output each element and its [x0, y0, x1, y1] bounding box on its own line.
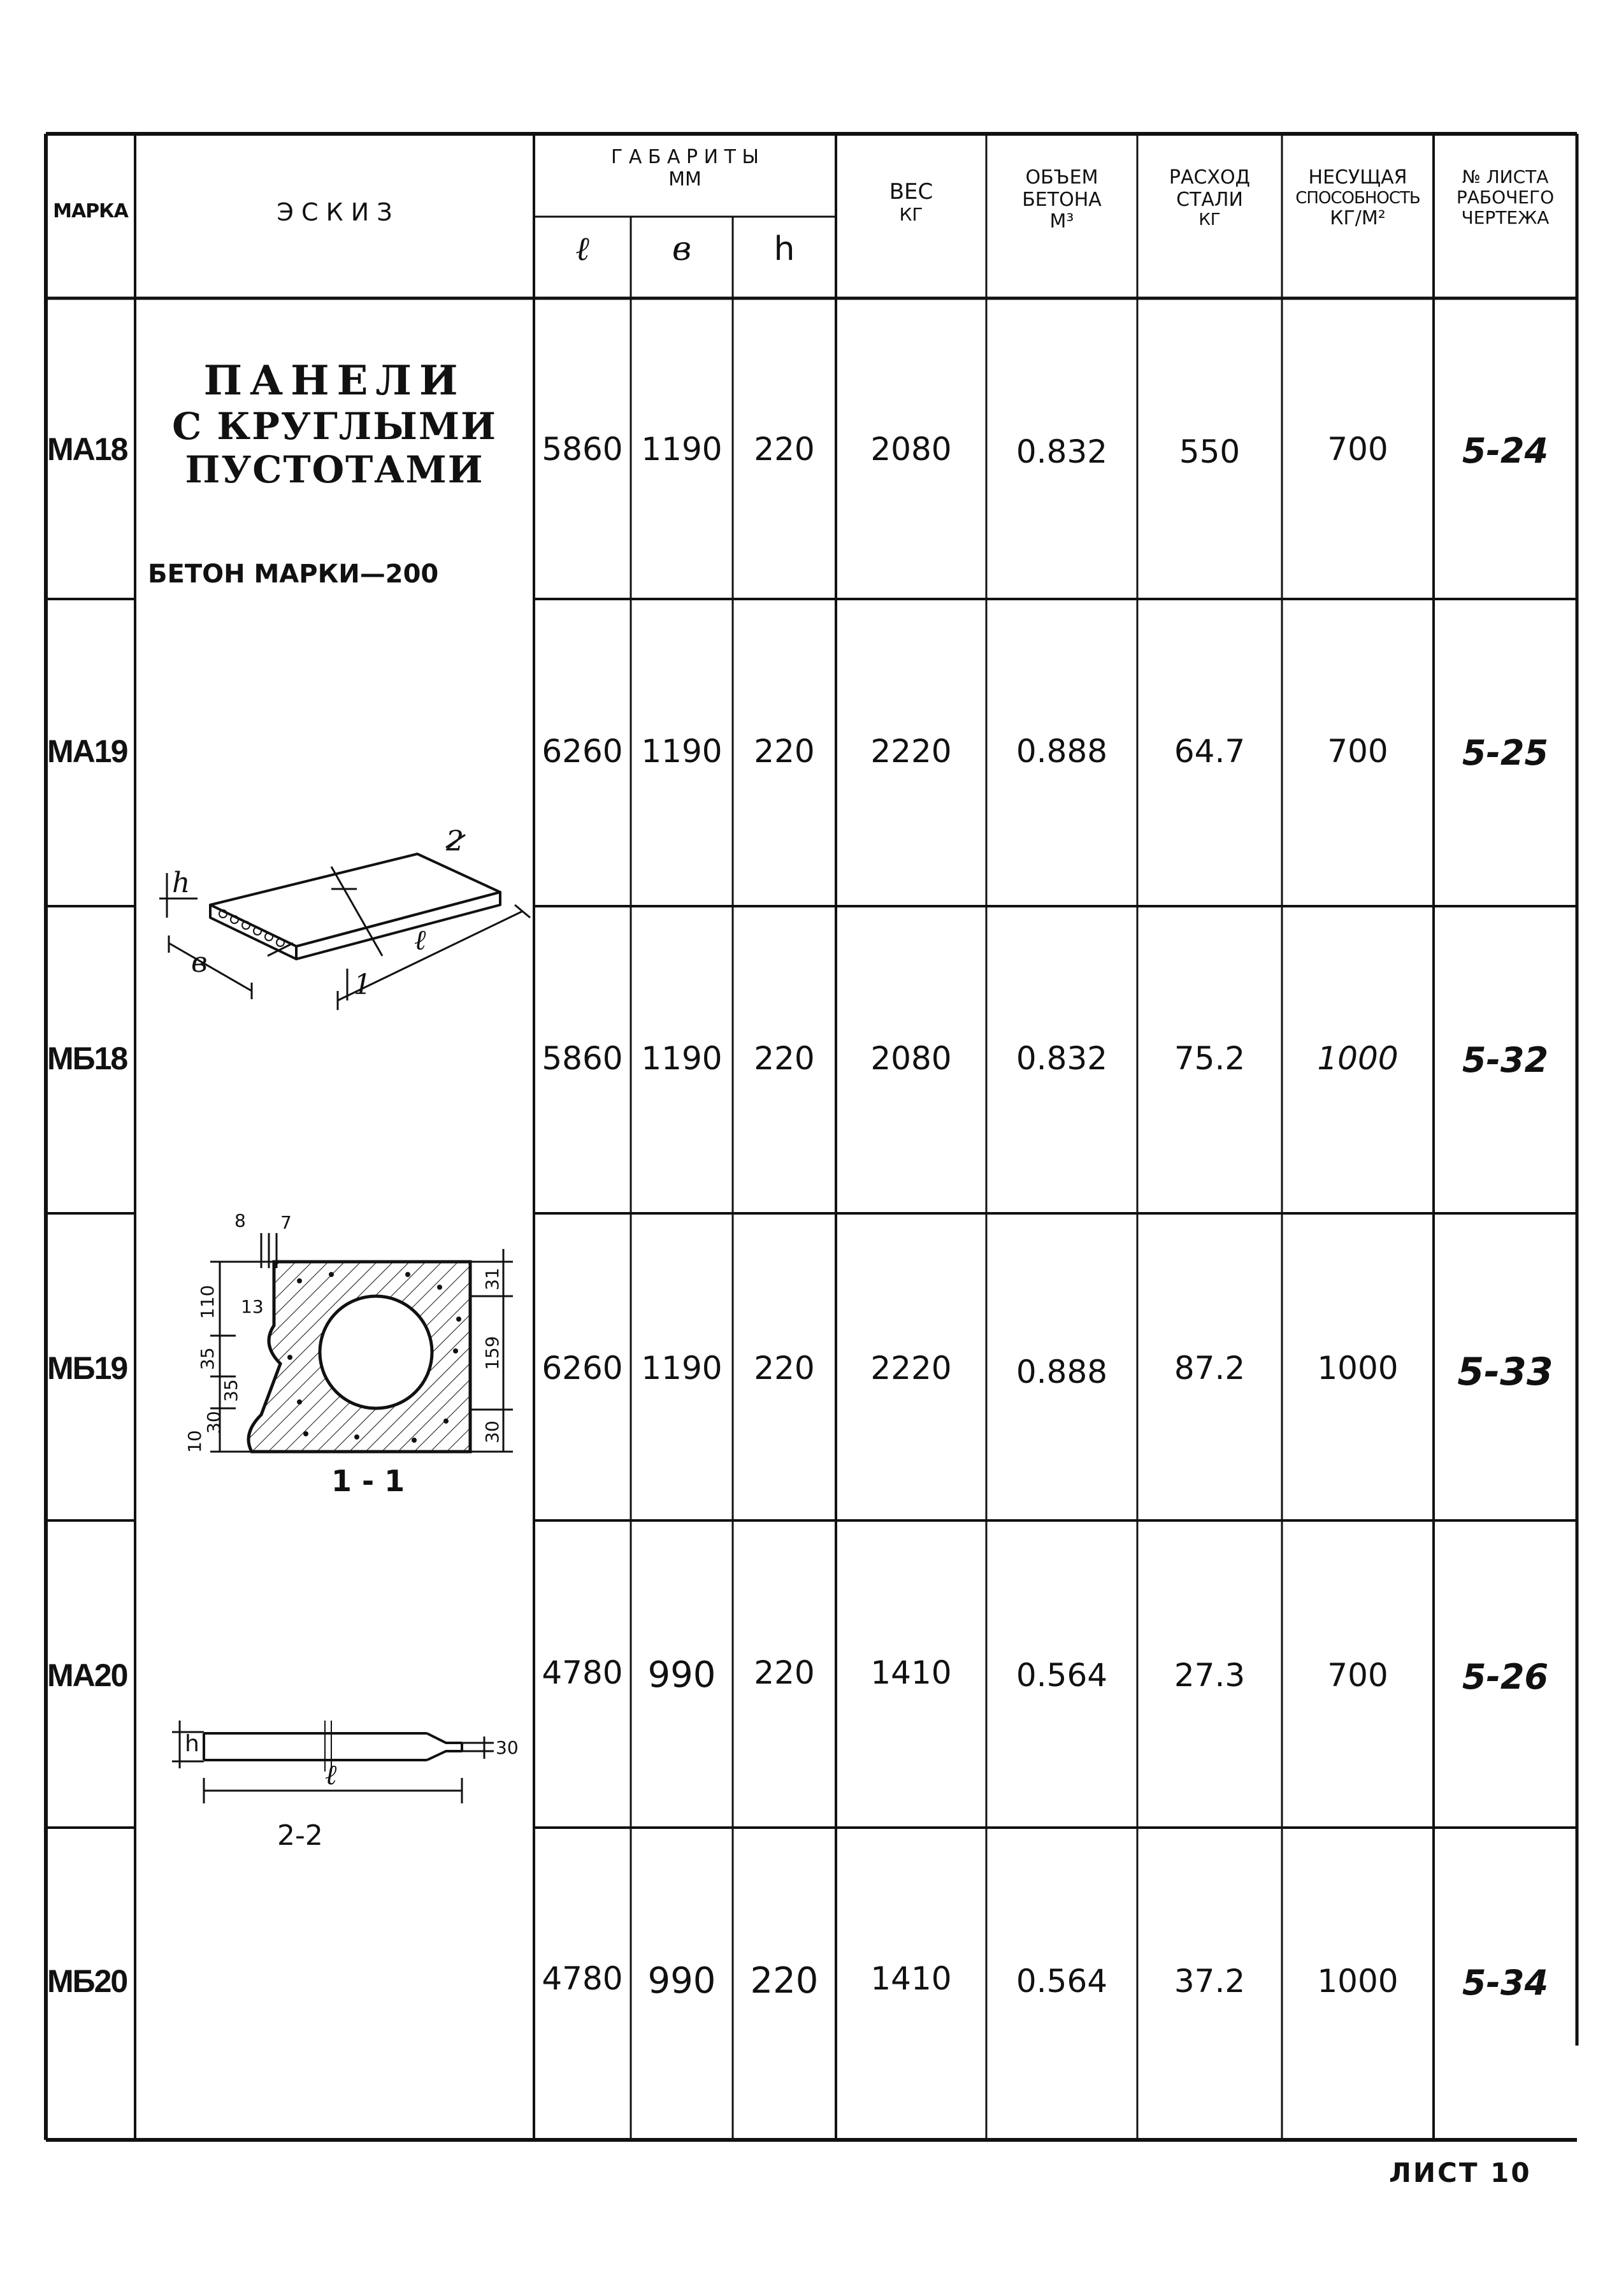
header-gab-h: h: [774, 230, 795, 268]
iso-label-h: h: [172, 867, 191, 899]
row-l: 5860: [542, 431, 623, 468]
sec1-dim-35b: 35: [220, 1379, 241, 1402]
row-nes: 1000: [1317, 1040, 1399, 1077]
row-stal: 550: [1179, 433, 1241, 470]
sec2-dim-l: ℓ: [325, 1759, 337, 1791]
row-h: 220: [754, 431, 815, 468]
row-list: 5-32: [1462, 1040, 1549, 1080]
iso-label-cut2: 2: [446, 825, 464, 858]
row-h: 220: [754, 1654, 815, 1691]
row-nes: 700: [1327, 1657, 1388, 1694]
row-stal: 37.2: [1174, 1963, 1246, 2000]
row-ves: 1410: [870, 1654, 952, 1691]
row-list: 5-33: [1457, 1350, 1553, 1394]
section-2-label: 2-2: [277, 1819, 323, 1852]
sketch-title-line3: ПУСТОТАМИ: [185, 448, 484, 491]
header-ves-unit: КГ: [899, 204, 923, 226]
header-eskiz: Э С К И З: [277, 198, 392, 226]
iso-label-l: ℓ: [414, 924, 426, 957]
row-nes: 1000: [1317, 1350, 1399, 1387]
row-l: 6260: [542, 1350, 623, 1387]
row-list: 5-25: [1462, 733, 1549, 773]
row-stal: 87.2: [1174, 1350, 1246, 1387]
concrete-grade: БЕТОН МАРКИ—200: [148, 560, 439, 589]
header-rashod-line1: РАСХОД: [1169, 166, 1251, 189]
row-stal: 75.2: [1174, 1040, 1246, 1077]
iso-label-cut1: 1: [354, 969, 371, 1001]
sec1-dim-35a: 35: [197, 1347, 218, 1370]
header-list-line3: ЧЕРТЕЖА: [1461, 207, 1550, 229]
row-b: 1190: [641, 1040, 723, 1077]
row-marka: МА20: [47, 1657, 127, 1693]
section-1-label: 1 - 1: [331, 1464, 405, 1498]
row-obem: 0.888: [1016, 1354, 1108, 1390]
row-obem: 0.564: [1016, 1657, 1108, 1694]
sec2-dim-h: h: [185, 1731, 199, 1757]
header-obem-line2: БЕТОНА: [1022, 188, 1102, 211]
sec1-dim-13: 13: [241, 1296, 264, 1317]
sec1-dim-8: 8: [234, 1210, 246, 1231]
header-ves-title: ВЕС: [889, 179, 933, 205]
row-h: 220: [754, 1350, 815, 1387]
row-nes: 1000: [1317, 1963, 1399, 2000]
sketch-title-line2: С КРУГЛЫМИ: [172, 405, 497, 448]
sec1-dim-159: 159: [482, 1336, 503, 1370]
header-gabarity-title: Г А Б А Р И Т Ы: [610, 146, 759, 168]
row-obem: 0.832: [1016, 1040, 1108, 1077]
header-marka: МАРКА: [53, 200, 128, 222]
row-b: 1190: [641, 1350, 723, 1387]
row-b: 1190: [641, 431, 723, 468]
sec1-dim-10: 10: [184, 1430, 205, 1453]
iso-label-b: в: [191, 946, 208, 979]
sec1-dim-110: 110: [197, 1285, 218, 1319]
header-obem-unit: М³: [1049, 210, 1074, 233]
row-obem: 0.888: [1016, 733, 1108, 770]
row-marka: МБ18: [47, 1041, 127, 1076]
row-marka: МБ19: [47, 1350, 127, 1386]
row-l: 4780: [542, 1960, 623, 1997]
row-h: 220: [754, 1040, 815, 1077]
row-list: 5-26: [1462, 1657, 1549, 1697]
header-gabarity-unit: ММ: [668, 168, 702, 191]
header-rashod-unit: КГ: [1198, 210, 1221, 229]
header-list-line2: РАБОЧЕГО: [1456, 187, 1555, 208]
header-nesush-line1: НЕСУЩАЯ: [1308, 166, 1407, 189]
row-obem: 0.564: [1016, 1963, 1108, 2000]
row-ves: 2080: [870, 1040, 952, 1077]
header-nesush-unit: КГ/М²: [1330, 207, 1386, 230]
sketch-title-line1: ПАНЕЛИ: [203, 357, 466, 405]
row-b: 990: [647, 1654, 716, 1696]
sec1-dim-30a: 30: [203, 1411, 224, 1434]
row-ves: 2220: [870, 1350, 952, 1387]
row-ves: 1410: [870, 1960, 952, 1997]
sec1-dim-7: 7: [280, 1212, 292, 1233]
header-obem-line1: ОБЪЕМ: [1025, 166, 1098, 189]
row-stal: 64.7: [1174, 733, 1246, 770]
sec1-dim-30b: 30: [482, 1420, 503, 1443]
row-list: 5-24: [1462, 431, 1549, 471]
header-gab-l: ℓ: [575, 230, 589, 268]
row-marka: МБ20: [47, 1963, 127, 1999]
header-list-line1: № ЛИСТА: [1462, 166, 1549, 187]
row-obem: 0.832: [1016, 433, 1108, 470]
header-nesush-line2: СПОСОБНОСТЬ: [1295, 188, 1420, 208]
header-rashod-line2: СТАЛИ: [1176, 188, 1243, 211]
header-gab-b: в: [672, 230, 692, 268]
row-l: 5860: [542, 1040, 623, 1077]
row-marka: МА18: [47, 431, 127, 467]
row-nes: 700: [1327, 733, 1388, 770]
sec2-dim-30: 30: [496, 1737, 519, 1758]
row-marka: МА19: [47, 733, 127, 769]
row-b: 1190: [641, 733, 723, 770]
row-h: 220: [750, 1960, 819, 2002]
row-l: 4780: [542, 1654, 623, 1691]
row-ves: 2080: [870, 431, 952, 468]
row-stal: 27.3: [1174, 1657, 1246, 1694]
row-list: 5-34: [1462, 1963, 1549, 2003]
sheet-number: ЛИСТ 10: [1389, 2157, 1532, 2188]
row-h: 220: [754, 733, 815, 770]
row-b: 990: [647, 1960, 716, 2002]
sec1-dim-31: 31: [482, 1267, 503, 1290]
row-ves: 2220: [870, 733, 952, 770]
row-nes: 700: [1327, 431, 1388, 468]
row-l: 6260: [542, 733, 623, 770]
